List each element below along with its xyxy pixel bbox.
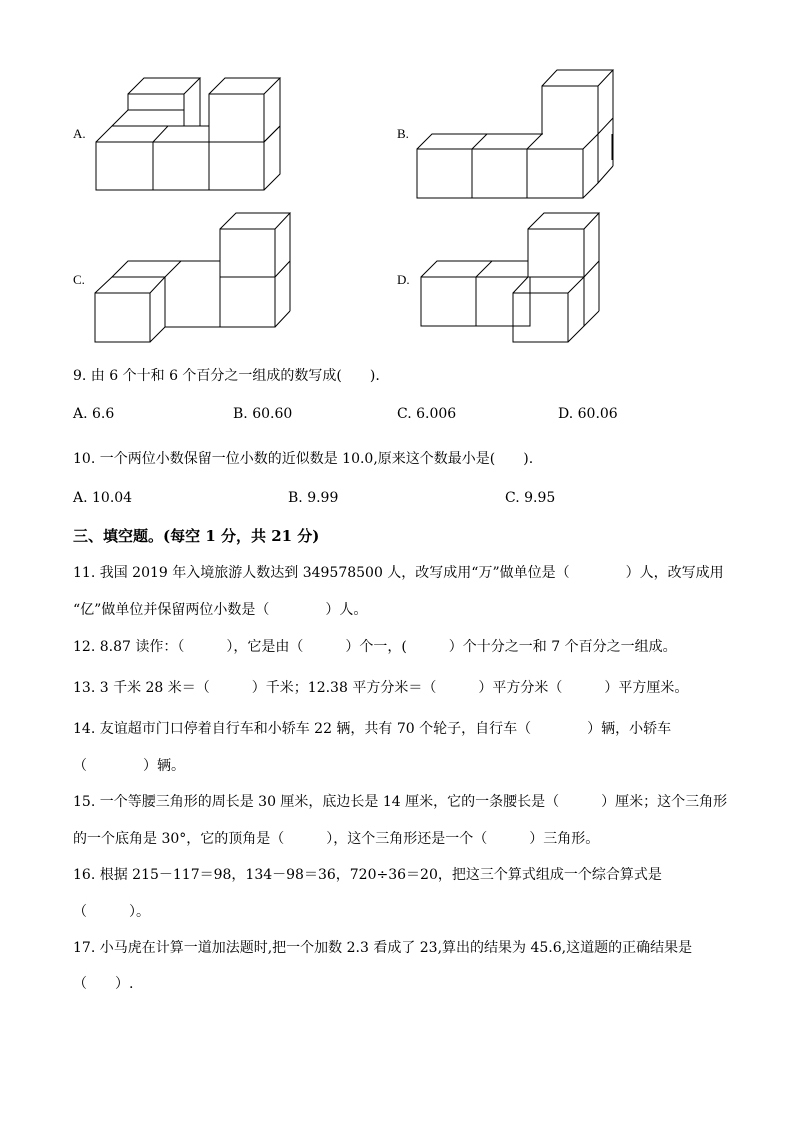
option-c-label: C. (73, 272, 85, 287)
question-14-line1: 14. 友谊超市门口停着自行车和小轿车 22 辆，共有 70 个轮子，自行车（ ）辆，小轿车 (73, 721, 672, 737)
q9-option-d: D. 60.06 (558, 406, 618, 422)
q9-option-c: C. 6.006 (397, 406, 457, 422)
q9-option-b: B. 60.60 (233, 406, 293, 422)
question-16-line2: （ ）。 (73, 904, 150, 920)
q9-option-a: A. 6.6 (73, 406, 115, 422)
q10-option-b: B. 9.99 (288, 490, 339, 506)
question-17-line1: 17. 小马虎在计算一道加法题时,把一个加数 2.3 看成了 23,算出的结果为 45.6,这道题的正确结果是 (73, 940, 693, 956)
option-d-label: D. (397, 272, 410, 287)
option-b-label: B. (397, 126, 409, 141)
question-10-stem: 10. 一个两位小数保留一位小数的近似数是 10.0,原来这个数最小是( ). (73, 451, 534, 467)
question-11-line1: 11. 我国 2019 年入境旅游人数达到 349578500 人，改写成用“万”做单位是（ ）人，改写成用 (73, 565, 724, 581)
question-14-line2: （ ）辆。 (73, 758, 185, 774)
question-13: 13. 3 千米 28 米＝（ ）千米；12.38 平方分米＝（ ）平方分米（ ）平方厘米。 (73, 680, 689, 696)
question-9-stem: 9. 由 6 个十和 6 个百分之一组成的数写成( ). (73, 368, 380, 384)
question-12: 12. 8.87 读作：（ ），它是由（ ）个一，( ）个十分之一和 7 个百分之一组成。 (73, 639, 677, 655)
question-11-line2: “亿”做单位并保留两位小数是（ ）人。 (73, 602, 368, 618)
q10-option-a: A. 10.04 (73, 490, 133, 506)
question-15-line1: 15. 一个等腰三角形的周长是 30 厘米，底边长是 14 厘米，它的一条腰长是（ ）厘米；这个三角形 (73, 794, 728, 810)
question-15-line2: 的一个底角是 30°，它的顶角是（ ），这个三角形还是一个（ ）三角形。 (73, 831, 600, 847)
question-16-line1: 16. 根据 215－117＝98，134－98＝36，720÷36＝20，把这三个算式组成一个综合算式是 (73, 867, 662, 883)
option-a-label: A. (73, 126, 86, 141)
q10-option-c: C. 9.95 (505, 490, 556, 506)
question-17-line2: （ ）. (73, 976, 134, 992)
section-3-heading: 三、填空题。(每空 1 分，共 21 分) (73, 527, 320, 545)
cube-figure-d (0, 0, 794, 360)
